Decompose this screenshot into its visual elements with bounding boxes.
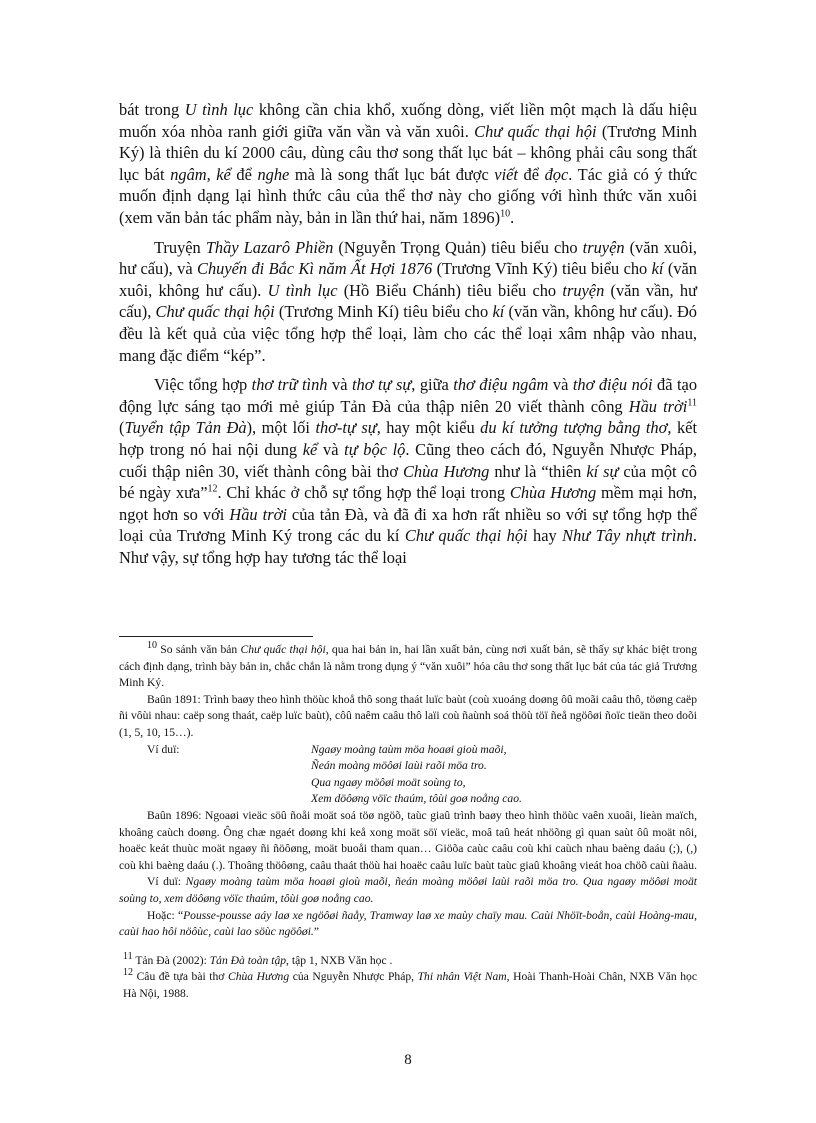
italic-run: Chư quấc thại hội	[474, 121, 597, 141]
text-run: (văn vần, không hư cấu). Đó đều là kết quả của việc tổng hợp thể loại, làm cho các thể loại xâm nhập vào nhau, mang đặc điểm “kép”.	[119, 302, 697, 365]
footnote-10	[119, 642, 697, 692]
body-text	[119, 99, 697, 576]
text-run: (Trương Vĩnh Ký) tiêu biểu cho	[432, 259, 652, 279]
text-run: mà là song thất lục bát được	[289, 164, 495, 184]
italic-run: nghe	[257, 164, 290, 184]
text-run: của một cô bé ngày xưa”	[119, 461, 697, 503]
italic-run: U tình lục	[267, 280, 338, 300]
text-run: (Trương Minh Ký) là thiên du kí 2000 câu, dùng câu thơ song thất lục bát – không phải câu song thất lục bát	[119, 121, 697, 184]
footnote-edition-1891: Baûn 1891: Trình baøy theo hình thöùc khoå thô song thaát luïc baùt (coù xuoáng doøng ôû moãi caâu thô, töøng caëp ñi vôùi nhau: caëp song thaát, caëp luïc baùt), côû naêm caâu thô laïi coù ñaùnh soá thöù töï ñeå ngöôøi ñoïc tieän theo doõi (1, 5, 10, 15…).	[119, 692, 697, 739]
italic-run: Như Tây nhựt trình	[562, 526, 693, 546]
text-run: , Hoài Thanh-Hoài Chân, NXB Văn học Hà Nội, 1988.	[123, 970, 698, 1000]
italic-run: kí sự	[586, 461, 619, 481]
text-run: , giữa	[411, 375, 454, 395]
text-run: (	[119, 418, 125, 438]
paragraph-3	[119, 374, 697, 568]
italic-run: Tuyển tập Tản Đà	[124, 418, 247, 438]
poem-example	[119, 742, 697, 808]
italic-run: du kí tưởng tượng bằng thơ,	[480, 418, 672, 438]
footnote-ref: 11	[687, 397, 697, 409]
footnote-edition-1896: Baûn 1896: Ngoaøi vieäc söû ñoåi moät soá töø ngöõ, taùc giaû trình baøy theo hình thöùc vaên xuoâi, lieàn maïch, khoâng caùch doøng. Ông chæ ngaét doøng khi keå xong moät söï vieäc, moâ taû heát nhöõng gì quan saùt ôû moät nôi, hoaëc keát thuùc moät ngaøy ñi ñöôøng, moät buoåi tham quan… Giöõa caùc caâu coù khi caùch nhau baèng daáu (;), (,) coù khi baèng daáu (.). Thoâng thöôøng, caâu thaát thöù hai hoaëc caâu luïc baùt taùc giaû khoâng vieát hoa chöõ caùi ñaàu.	[119, 808, 697, 872]
text-run: . Chỉ khác ở chỗ sự tổng hợp thể loại trong	[217, 483, 510, 503]
italic-run: thơ điệu nói	[572, 375, 653, 395]
text-run: hay	[527, 526, 563, 546]
alt-label: Hoặc: “	[147, 908, 184, 922]
italic-run: thơ điệu ngâm	[453, 375, 549, 395]
italic-run: Chùa Hương	[227, 970, 290, 984]
italic-run: truyện	[562, 280, 605, 300]
text-run: . Như vậy, sự tổng hợp hay tương tác thể loại	[119, 526, 697, 567]
italic-run: Chuyến đi Bắc Kì năm Ất Hợi 1876	[197, 259, 433, 279]
italic-run: Thi nhân Việt Nam	[417, 970, 507, 984]
text-run: của Nguyễn Nhược Pháp,	[289, 970, 418, 984]
footnote-ref: 10	[500, 208, 511, 220]
italic-run: kể	[302, 439, 318, 459]
text-run: không cần chia khổ, xuống dòng, viết liền một mạch là dấu hiệu muốn xóa nhòa ranh giới giữa văn vần và văn xuôi.	[119, 100, 697, 141]
text-run: (văn vần, hư cấu),	[119, 280, 697, 322]
text-run: để	[517, 164, 545, 184]
italic-run: thơ trữ tình	[251, 375, 328, 395]
italic-run: Chùa Hương	[402, 461, 490, 481]
poem-line: Ñeán moàng möôøi laùi raõi möa tro.	[311, 759, 487, 773]
italic-run: Hầu trời	[628, 396, 688, 416]
footnote-12	[119, 969, 697, 1002]
text-run: , qua hai bản in, hai lần xuất bản, cùng nơi xuất bản, sẽ thấy sự khác biệt trong cách định dạng, trình bày bản in, chắc chắn là nằm trong dụng ý “văn xuôi” hóa câu thơ song thất lục bát của tác giả Trương Minh Ký.	[119, 643, 698, 690]
italic-run: tự bộc lộ	[344, 439, 406, 459]
text-run: hay một kiểu	[380, 418, 481, 438]
poem-lines	[311, 742, 522, 808]
italic-run: đọc	[544, 164, 569, 184]
text-run: Tản Đà (2002):	[132, 953, 210, 967]
text-run: và	[548, 375, 573, 395]
italic-run: ngâm, kể	[170, 164, 231, 184]
text-run: So sánh văn bản	[157, 643, 241, 656]
example-label-2: Ví duï:	[147, 875, 186, 889]
italic-run: viết	[494, 164, 518, 184]
alt-end-quote: ”	[313, 925, 319, 939]
poem-line: Ngaøy moàng taùm möa hoaøi gioù maõi,	[311, 742, 507, 756]
italic-run: Tản Đà toàn tập	[209, 953, 287, 967]
italic-run: Chư quấc thại hội	[404, 526, 528, 546]
footnote-example-alt	[119, 908, 697, 941]
paragraph-2	[119, 237, 697, 367]
text-run: đã tạo động lực sáng tạo mới mẻ giúp Tản Đà của thập niên 20 viết thành công	[119, 375, 698, 416]
italic-run: Chư quấc thại hội	[155, 302, 275, 322]
text-run: (văn xuôi, hư cấu), và	[119, 237, 697, 279]
italic-run: kí	[492, 302, 505, 322]
alt-text: Pousse-pousse aáy laø xe ngöôøi ñaåy, Tramway laø xe maùy chaïy mau. Caùi Nhöït-boån, caùi Hoàng-mau, caùi hao hôi nöôùc, caùi lao söùc ngöôøi.	[119, 908, 697, 939]
page-number: 8	[404, 1052, 412, 1068]
text-run: của tản Đà, và đã đi xa hơn rất nhiều so với sự tổng hợp thể loại của Trương Minh Ký trong các du kí	[119, 504, 697, 546]
poem-line: Xem döôøng vöïc thaúm, tôùi goø noång cao.	[311, 792, 522, 806]
text-run: và	[317, 439, 345, 459]
italic-run: Hầu trời	[229, 504, 287, 524]
footnotes	[119, 642, 697, 1002]
text-run: ), một lối	[246, 418, 316, 438]
text-run: .	[510, 207, 515, 227]
italic-run: truyện	[582, 237, 625, 257]
endnotes	[119, 950, 698, 1003]
text-run: Việc tổng hợp	[154, 375, 252, 395]
text-run: bát trong	[119, 100, 185, 119]
text-run: và	[327, 375, 352, 395]
text-run: . Tác giả có ý thức muốn định dạng lại hình thức câu của thể thơ này cho giống với hình thức văn xuôi (xem văn bản tác phẩm này, bản in lần thứ hai, năm 1896)	[119, 164, 698, 227]
footnote-11	[119, 950, 697, 970]
example-label: Ví duï:	[147, 742, 180, 756]
footnote-divider	[119, 636, 313, 637]
text-run: (Hồ Biểu Chánh) tiêu biểu cho	[337, 280, 563, 300]
italic-run: thơ tự sự	[351, 375, 412, 395]
text-run: Truyện	[154, 237, 206, 257]
footnote-ref: 12	[207, 483, 218, 495]
text-run: (văn xuôi, không hư cấu).	[119, 259, 697, 300]
italic-run: kí	[651, 259, 664, 279]
italic-run: Chư quấc thại hội	[240, 643, 326, 656]
text-run: Câu đề tựa bài thơ	[133, 970, 228, 984]
text-run: (Trương Minh Kí) tiêu biểu cho	[274, 302, 493, 322]
italic-run: U tình lục	[184, 100, 254, 119]
footnote-ref: 10	[147, 640, 157, 652]
text-run: , tập 1, NXB Văn học .	[286, 953, 393, 967]
text-run: mềm mại hơn, ngọt hơn so với	[119, 483, 698, 524]
paragraph-1	[119, 99, 697, 229]
italic-run: Chùa Hương	[509, 483, 597, 503]
text-run: để	[230, 164, 258, 184]
footnote-example-prose	[119, 874, 697, 907]
italic-run: thơ-tự sự,	[315, 418, 381, 438]
text-run: (Nguyễn Trọng Quản) tiêu biểu cho	[333, 237, 583, 257]
italic-run: Thầy Lazarô Phiền	[205, 237, 334, 257]
text-run: như là “thiên	[489, 461, 587, 481]
footnote-ref: 12	[123, 967, 133, 979]
text-run: . Cũng theo cách đó, Nguyễn Nhược Pháp, cuối thập niên 30, viết thành công bài thơ	[119, 439, 697, 481]
poem-line: Qua ngaøy möôøi moät soùng to,	[311, 775, 466, 789]
text-run: kết hợp trong nó hai nội dung	[119, 418, 698, 459]
example-prose-text: Ngaøy moàng taùm möa hoaøi gioù maõi, ñeán moàng möôøi laùi raõi möa tro. Qua ngaøy möôøi moät soùng to, xem döôøng vöïc thaúm, tôùi goø noång cao.	[119, 875, 697, 905]
footnote-ref: 11	[123, 950, 133, 962]
